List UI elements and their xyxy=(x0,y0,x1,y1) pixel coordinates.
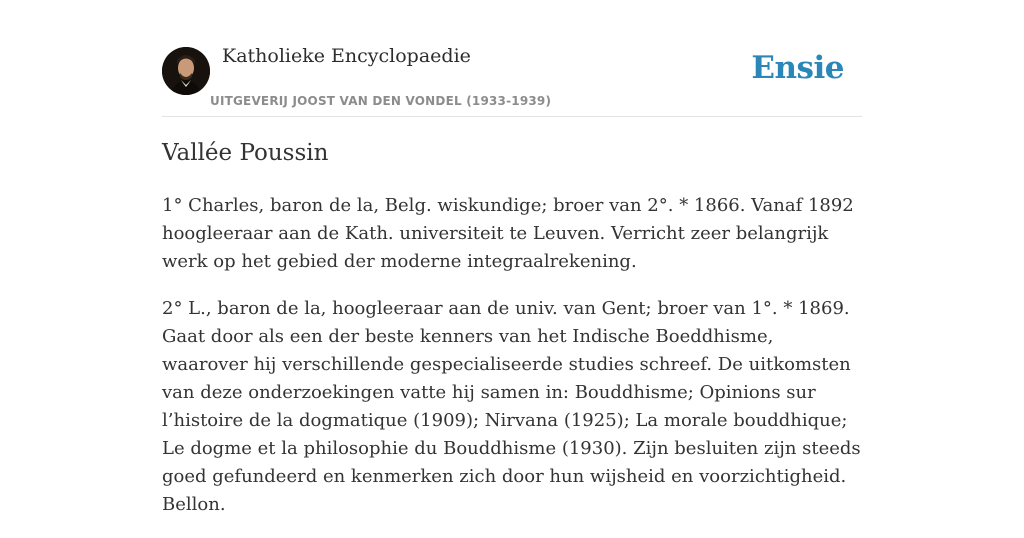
publication-title[interactable]: Katholieke Encyclopaedie xyxy=(222,45,471,67)
portrait-avatar-icon[interactable] xyxy=(162,47,210,95)
entry-paragraph: 2° L., baron de la, hoogleeraar aan de univ. van Gent; broer van 1°. * 1869. Gaat door als een der beste kenners van het Indische Boeddhisme, waarover hij verschillende gespecialiseerde studies schreef. De uitkomsten van deze onderzoekingen vatte hij samen in: Bouddhisme; Opinions sur l’histoire de la dogmatique (1909); Nirvana (1925); La morale bouddhique; Le dogme et la philosophie du Bouddhisme (1930). Zijn besluiten zijn steeds goed gefundeerd en kenmerken zich door hun wijsheid en voorzichtigheid. Bellon. xyxy=(162,298,861,515)
ensie-logo-link[interactable]: Ensie xyxy=(751,50,844,86)
entry-title: Vallée Poussin xyxy=(162,140,329,166)
publication-header xyxy=(162,0,862,117)
publisher-line: UITGEVERIJ JOOST VAN DEN VONDEL (1933-1939) xyxy=(210,94,552,108)
entry-card xyxy=(162,0,862,515)
entry-body xyxy=(162,192,862,538)
entry-paragraph: 1° Charles, baron de la, Belg. wiskundige; broer van 2°. * 1866. Vanaf 1892 hoogleeraar aan de Kath. universiteit te Leuven. Verricht zeer belangrijk werk op het gebied der moderne integraalrekening. xyxy=(162,195,854,272)
